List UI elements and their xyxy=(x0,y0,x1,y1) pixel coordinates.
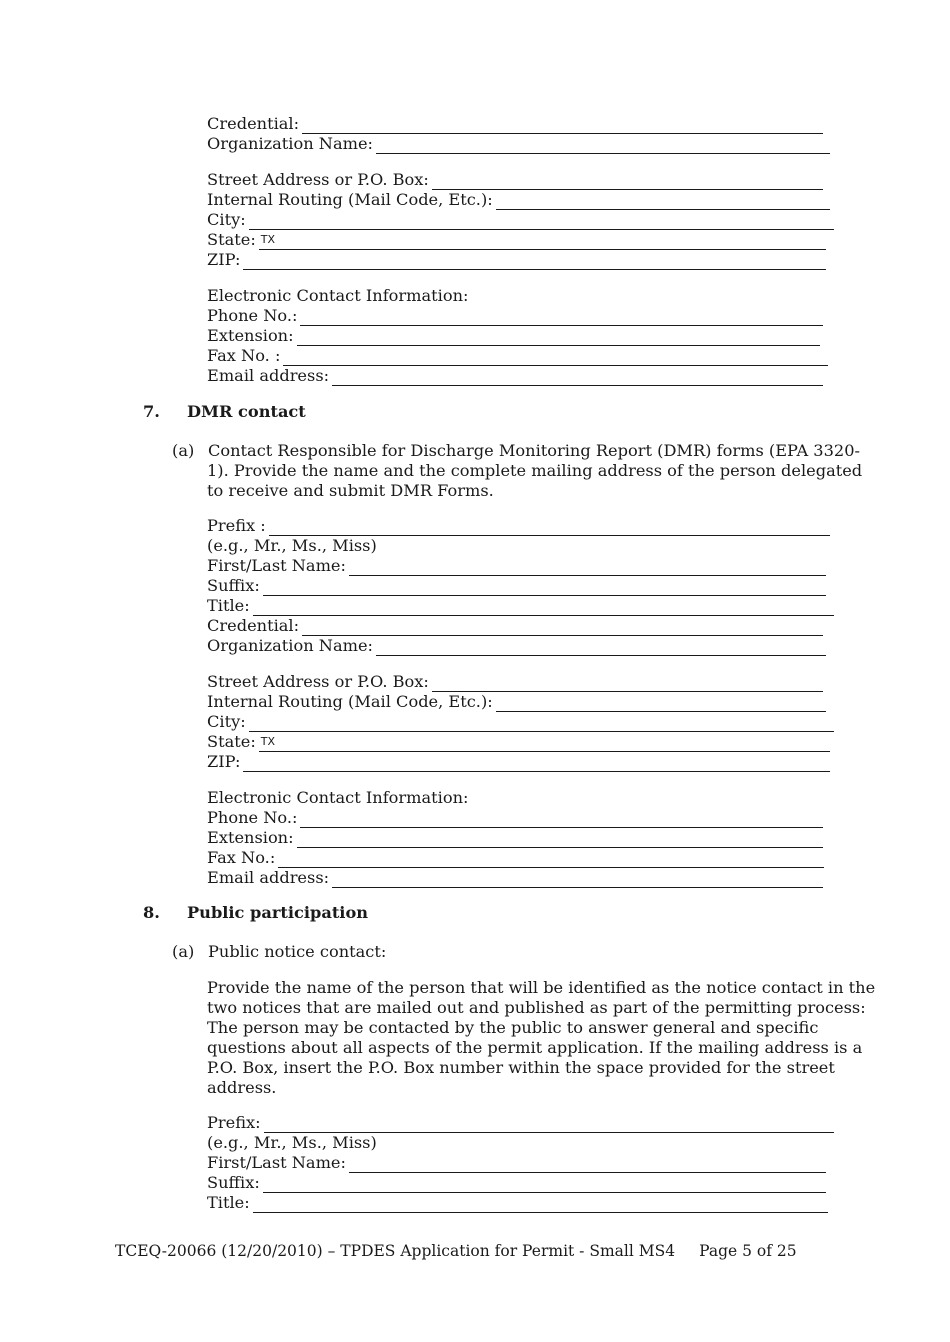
section-7a-text-3: to receive and submit DMR Forms. xyxy=(207,481,494,500)
section-8a-para-5: P.O. Box, insert the P.O. Box number within the space provided for the street xyxy=(207,1058,835,1077)
dmr-fax-field[interactable]: Fax No.: xyxy=(207,848,824,868)
notice-name-field[interactable]: First/Last Name: xyxy=(207,1153,826,1173)
dmr-state-value: TX xyxy=(260,735,276,748)
page-number: Page 5 of 25 xyxy=(699,1242,797,1260)
section-8a-para-2: two notices that are mailed out and published as part of the permitting process: xyxy=(207,998,866,1017)
section-8a-para-6: address. xyxy=(207,1078,277,1097)
credential-field[interactable]: Credential: xyxy=(207,114,823,134)
notice-prefix-field[interactable]: Prefix: xyxy=(207,1113,834,1133)
dmr-state-field[interactable]: State: TX xyxy=(207,732,830,752)
footer-form-id: TCEQ-20066 (12/20/2010) – TPDES Application for Permit - Small MS4 xyxy=(115,1242,676,1260)
section-7-heading: 7. DMR contact xyxy=(143,402,306,421)
dmr-street-address-field[interactable]: Street Address or P.O. Box: xyxy=(207,672,823,692)
notice-title-field[interactable]: Title: xyxy=(207,1193,828,1213)
dmr-prefix-field[interactable]: Prefix : xyxy=(207,516,830,536)
section-8a: (a) Public notice contact: xyxy=(172,942,387,961)
dmr-internal-routing-field[interactable]: Internal Routing (Mail Code, Etc.): xyxy=(207,692,826,712)
zip-field[interactable]: ZIP: xyxy=(207,250,826,270)
organization-name-field[interactable]: Organization Name: xyxy=(207,134,830,154)
phone-field[interactable]: Phone No.: xyxy=(207,306,823,326)
state-value: TX xyxy=(260,233,276,246)
electronic-contact-heading: Electronic Contact Information: xyxy=(207,286,469,305)
dmr-organization-field[interactable]: Organization Name: xyxy=(207,636,826,656)
dmr-suffix-field[interactable]: Suffix: xyxy=(207,576,826,596)
section-7a: (a) Contact Responsible for Discharge Monitoring Report (DMR) forms (EPA 3320- xyxy=(172,441,860,460)
street-address-field[interactable]: Street Address or P.O. Box: xyxy=(207,170,823,190)
section-8a-para-3: The person may be contacted by the public to answer general and specific xyxy=(207,1018,819,1037)
dmr-zip-field[interactable]: ZIP: xyxy=(207,752,830,772)
fax-field[interactable]: Fax No. : xyxy=(207,346,828,366)
section-8-heading: 8. Public participation xyxy=(143,903,369,922)
dmr-phone-field[interactable]: Phone No.: xyxy=(207,808,823,828)
dmr-extension-field[interactable]: Extension: xyxy=(207,828,823,848)
dmr-electronic-contact-heading: Electronic Contact Information: xyxy=(207,788,469,807)
dmr-email-field[interactable]: Email address: xyxy=(207,868,823,888)
section-8a-para-1: Provide the name of the person that will be identified as the notice contact in the xyxy=(207,978,876,997)
notice-prefix-hint: (e.g., Mr., Ms., Miss) xyxy=(207,1133,377,1152)
internal-routing-field[interactable]: Internal Routing (Mail Code, Etc.): xyxy=(207,190,830,210)
dmr-credential-field[interactable]: Credential: xyxy=(207,616,823,636)
section-8a-para-4: questions about all aspects of the permit application. If the mailing address is a xyxy=(207,1038,863,1057)
email-field[interactable]: Email address: xyxy=(207,366,823,386)
dmr-city-field[interactable]: City: xyxy=(207,712,834,732)
extension-field[interactable]: Extension: xyxy=(207,326,820,346)
notice-suffix-field[interactable]: Suffix: xyxy=(207,1173,826,1193)
page-footer xyxy=(115,1241,797,1261)
state-field[interactable]: State: TX xyxy=(207,230,826,250)
dmr-name-field[interactable]: First/Last Name: xyxy=(207,556,826,576)
city-field[interactable]: City: xyxy=(207,210,834,230)
dmr-title-field[interactable]: Title: xyxy=(207,596,834,616)
dmr-prefix-hint: (e.g., Mr., Ms., Miss) xyxy=(207,536,377,555)
section-7a-text-2: 1). Provide the name and the complete mailing address of the person delegated xyxy=(207,461,863,480)
